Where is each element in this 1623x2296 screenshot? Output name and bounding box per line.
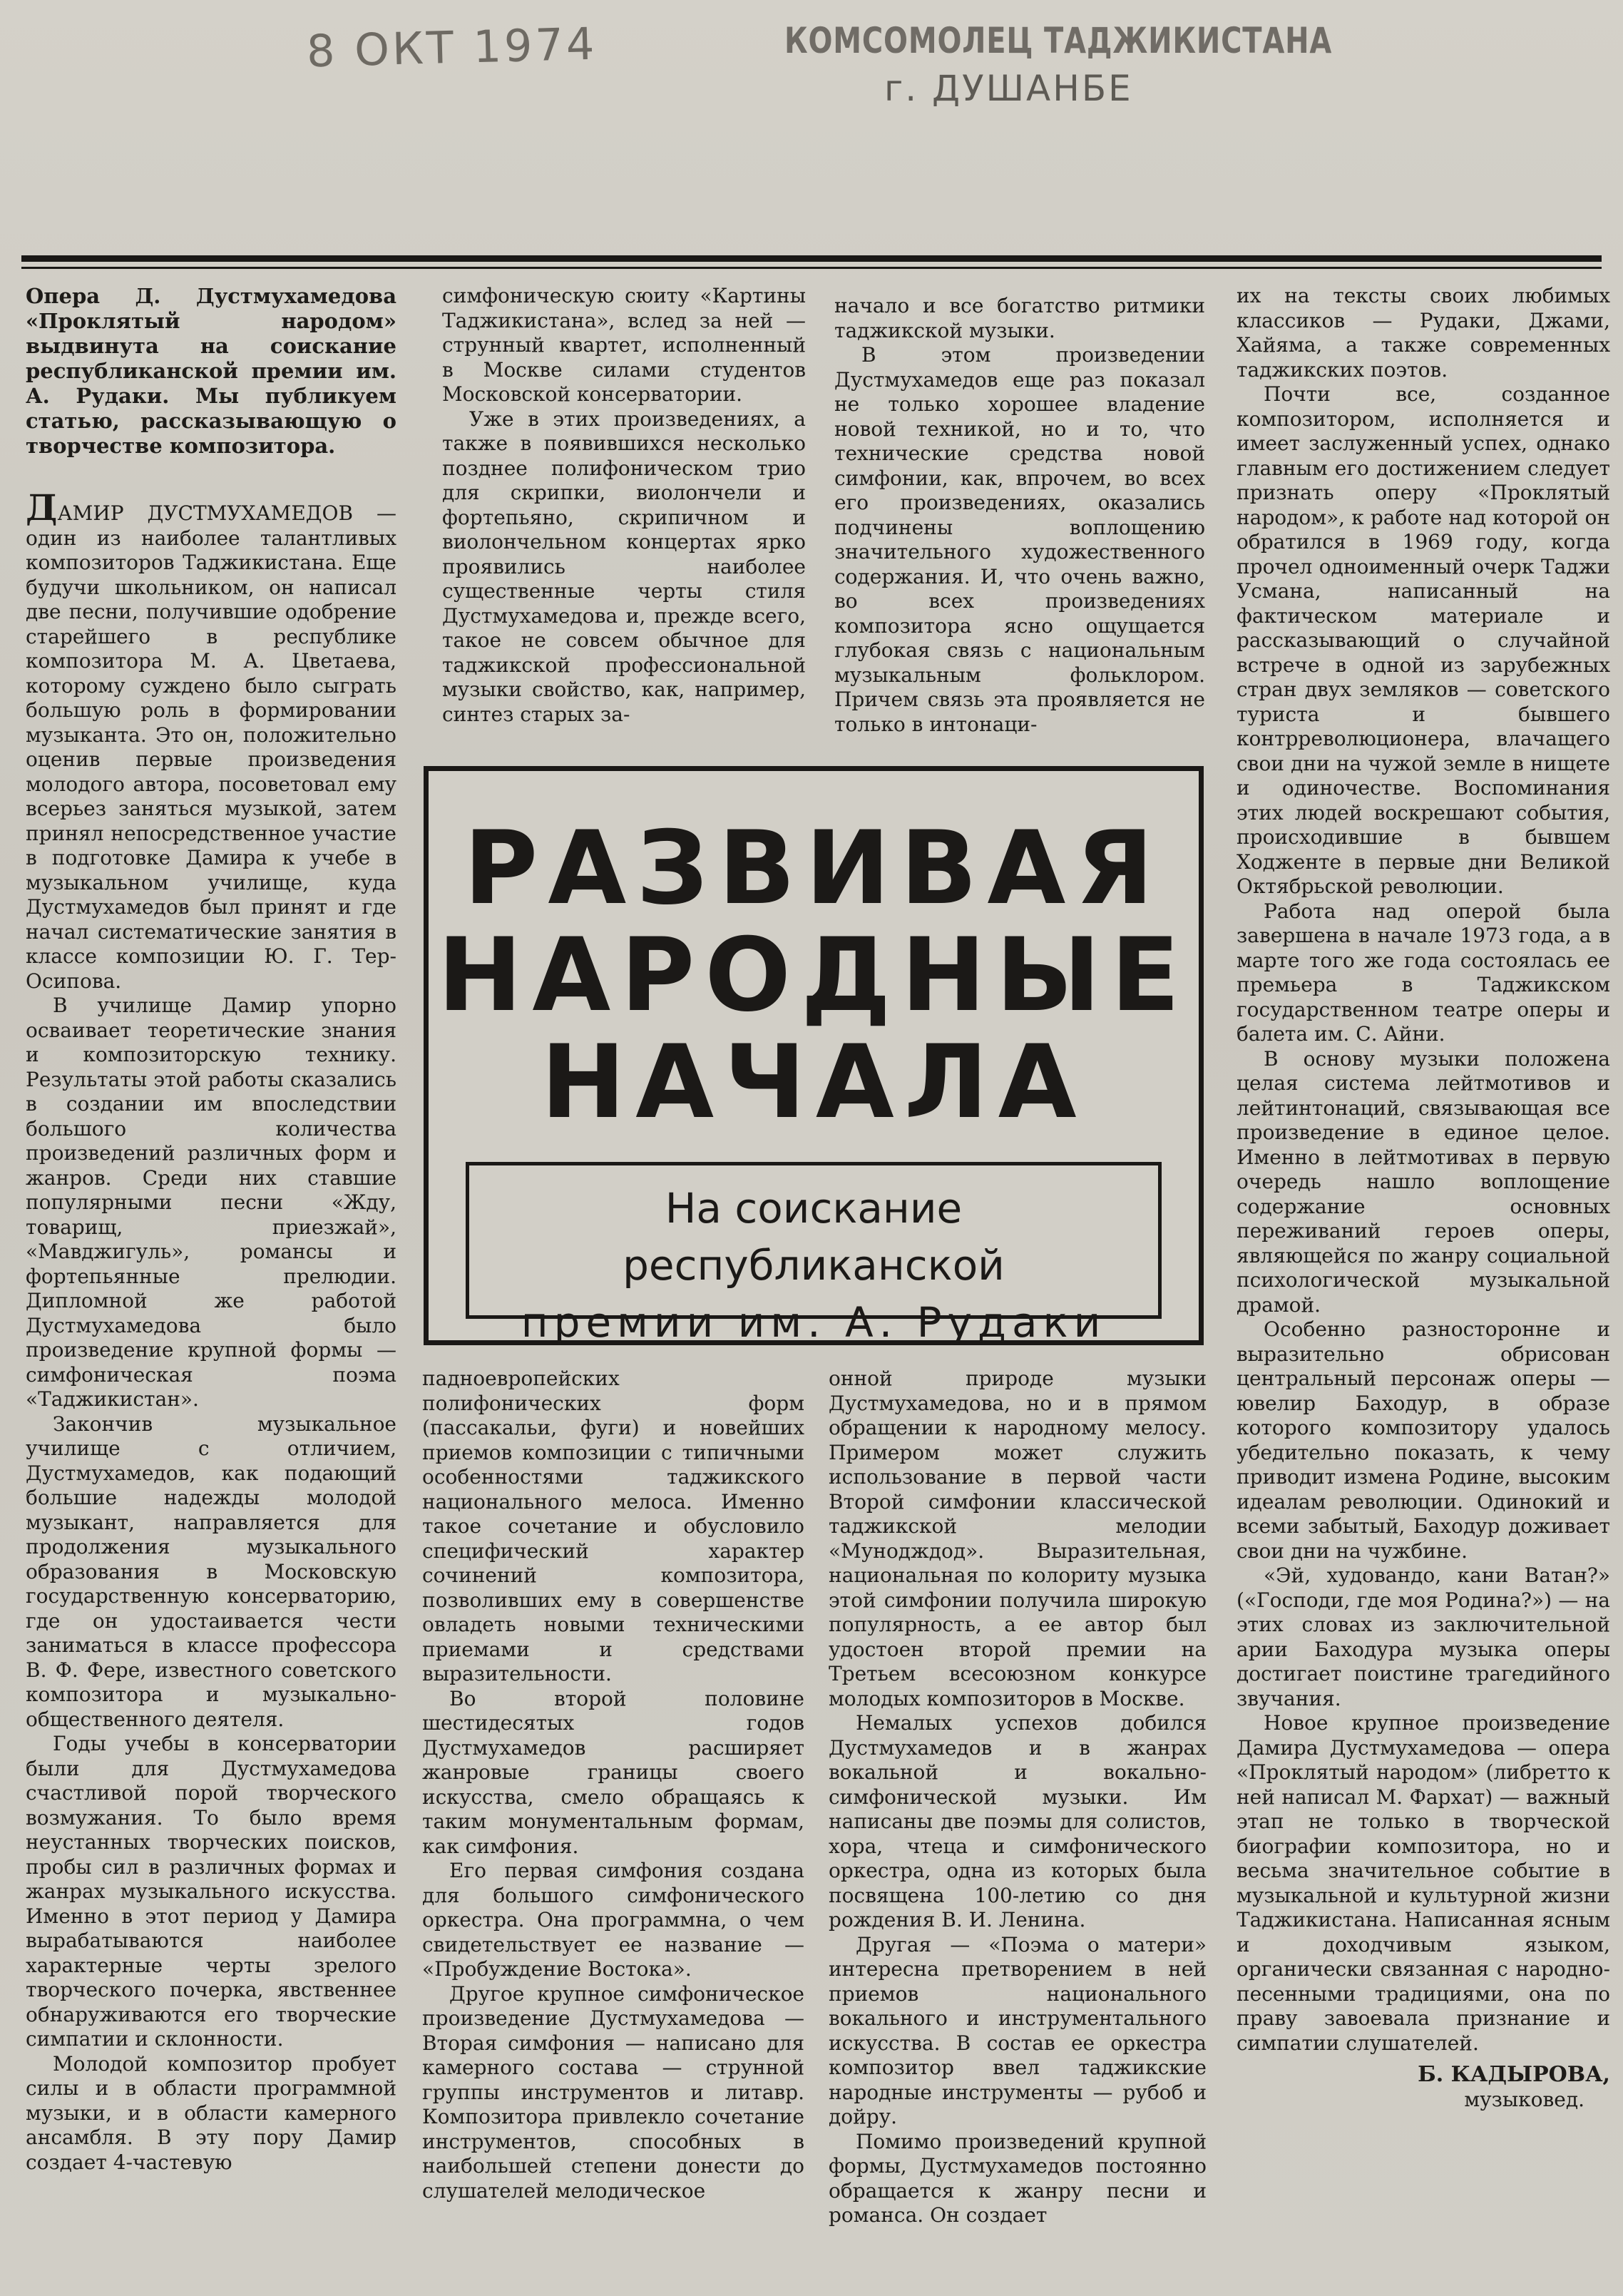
- paragraph: Его первая симфония создана для большого симфонического оркестра. Она программна, о чем свидетельствует ее название — «Пробуждение Востока».: [422, 1859, 804, 1981]
- paragraph: Уже в этих произведениях, а также в появившихся несколько позднее полифоническом трио для скрипки, виолончели и фортепьяно, скрипичном и виолончельном концертах ярко проявились наиболее существенные черты стиля Дустмухамедова и, прежде всего, такое не совсем обычное для таджикской профессиональной музыки свойство, как, например, синтез старых за-: [442, 407, 806, 726]
- column-1: [26, 284, 396, 2274]
- paragraph: их на тексты своих любимых классиков — Рудаки, Джами, Хайяма, а также современных таджикских поэтов.: [1237, 284, 1610, 382]
- paragraph: Другая — «Поэма о матери» интересна претворением в ней приемов национального вокального и инструментального искусства. В состав ее оркестра композитор ввел таджикские народные инструменты — рубоб и дойру.: [829, 1932, 1207, 2128]
- column-2-top: [442, 284, 806, 746]
- paragraph: падноевропейских полифонических форм (пассакальи, фуги) и новейших приемов композиции с типичными особенностями таджикского национального мелоса. Именно такое сочетание и обусловило специфический характер сочинений композитора, позволивших ему в совершенстве овладеть новыми техническими приемами и средствами выразительности.: [422, 1367, 804, 1685]
- paragraph: Другое крупное симфоническое произведение Дустмухамедова — Вторая симфония — написано для камерного состава — струнной группы инструментов и литавр. Композитора привлекло сочетание инструментов, способных в наибольшей степени донести до слушателей мелодическое: [422, 1981, 804, 2203]
- headline-box: [424, 766, 1204, 1345]
- subtitle-box: [466, 1162, 1162, 1347]
- paragraph: онной природе музыки Дустмухамедова, но и в прямом обращении к народному мелосу. Примером может служить использование в первой части Второй симфонии классической таджикской мелодии «Мунодждод». Выразительная, национальная по колориту музыка этой симфонии получила широкую популярность, а ее автор был удостоен второй премии на Третьем всесоюзном конкурсе молодых композиторов в Москве.: [829, 1367, 1207, 1710]
- paragraph: Молодой композитор пробует силы и в области программной музыки, и в области камерного ансамбля. В эту пору Дамир создает 4-частевую: [26, 2051, 396, 2174]
- paragraph-text: АМИР ДУСТМУХАМЕДОВ — один из наиболее талантливых композиторов Таджикистана. Еще будучи школьником, он написал две песни, получившие одобрение старейшего в республике композитора М. А. Цветаева, которому суждено было сыграть большую роль в формировании музыканта. Это он, положительно оценив первые произведения молодого автора, посоветовал ему всерьез заняться музыкой, затем принял непосредственное участие в подготовке Дамира к учебе в музыкальном училище, куда Дустмухамедов был принят и где начал систематические занятия в классе композиции Ю. Г. Тер-Осипова.: [26, 501, 396, 993]
- drop-cap: Д: [26, 486, 58, 529]
- paragraph: Годы учебы в консерватории были для Дустмухамедова счастливой порой творческого возмужания. То было время неустанных творческих поисков, пробы сил в различных формах и жанрах музыкального искусства. Именно в этот период у Дамира вырабатываются наиболее характерные черты зрелого творческого почерка, явственнее обнаруживаются его творческие симпатии и склонности.: [26, 1732, 396, 2051]
- headline-subtitle: [469, 1180, 1158, 1351]
- headline-line: РАЗВИВАЯ: [464, 810, 1164, 927]
- paragraph: начало и все богатство ритмики таджикской музыки.: [834, 294, 1205, 342]
- column-3-bottom: [829, 1367, 1207, 2272]
- paragraph: Работа над оперой была завершена в начале 1973 года, а в марте того же года состоялась ее премьера в Таджикском государственном театре оперы и балета им. С. Айни.: [1237, 899, 1610, 1046]
- paragraph: Немалых успехов добился Дустмухамедов и в жанрах вокальной и вокально-симфонической музыки. Им написаны две поэмы для солистов, хора, чтеца и симфонического оркестра, одна из которых была посвящена 100-летию со дня рождения В. И. Ленина.: [829, 1711, 1207, 1932]
- subtitle-line: премии им. А. Рудаки: [521, 1298, 1107, 1347]
- headline-line: НАРОДНЫЕ: [437, 917, 1190, 1034]
- publication-stamp: КОМСОМОЛЕЦ ТАДЖИКИСТАНА: [784, 20, 1333, 61]
- date-stamp: 8 ОКТ 1974: [306, 17, 598, 78]
- paragraph: Во второй половине шестидесятых годов Дустмухамедов расширяет жанровые границы своего искусства, смело обращаясь к таким монументальным формам, как симфония.: [422, 1686, 804, 1858]
- column-4: [1237, 284, 1610, 2231]
- paragraph: Почти все, созданное композитором, исполняется и имеет заслуженный успех, однако главным его достижением следует признать оперу «Проклятый народом», к работе над которой он обратился в 1969 году, когда прочел одноименный очерк Таджи Усмана, написанный на фактическом материале и рассказывающий о случайной встрече в одной из зарубежных стран двух земляков — советского туриста и бывшего контрреволюционера, влачащего свои дни на чужой земле в нищете и одиночестве. Воспоминания этих людей воскрешают события, происходившие в бывшем Ходженте в первые дни Великой Октябрьской революции.: [1237, 382, 1610, 898]
- top-rule-thin: [21, 267, 1602, 269]
- paragraph: Закончив музыкальное училище с отличием, Дустмухамедов, как подающий большие надежды молодой музыкант, направляется для продолжения музыкального образования в Московскую государственную консерваторию, где он удостаивается чести заниматься в классе профессора В. Ф. Фере, известного советского композитора и музыкально-общественного деятеля.: [26, 1412, 396, 1731]
- paragraph: «Эй, худовандо, кани Ватан?» («Господи, где моя Родина?») — на этих словах из заключительной арии Баходура музыка оперы достигает поистине трагедийного звучания.: [1237, 1563, 1610, 1710]
- paragraph: В этом произведении Дустмухамедов еще раз показал не только хорошее владение новой техникой, но и то, что технические средства новой симфонии, как, впрочем, во всех его произведениях, оказались подчинены воплощению значительного художественного содержания. И, что очень важно, во всех произведениях композитора ясно ощущается глубокая связь с национальным музыкальным фольклором. Причем связь эта проявляется не только в интонаци-: [834, 343, 1205, 736]
- city-stamp: г. ДУШАНБЕ: [884, 68, 1133, 109]
- column-2-bottom: [422, 1367, 804, 2272]
- paragraph: Новое крупное произведение Дамира Дустмухамедова — опера «Проклятый народом» (либретто к ней написал М. Фархат) — важный этап не только в творческой биографии композитора, но и весьма значительное событие в музыкальной и культурной жизни Таджикистана. Написанная ясным и доходчивым языком, органически связанная с народно-песенными традициями, она по праву завоевала признание и симпатии слушателей.: [1237, 1711, 1610, 2055]
- paragraph: В основу музыки положена целая система лейтмотивов и лейтинтонаций, связывающая все произведение в единое целое. Именно в лейтмотивах в первую очередь нашло воплощение содержание основных переживаний героев оперы, являющейся по жанру социальной психологической музыкальной драмой.: [1237, 1046, 1610, 1317]
- author-signature: Б. КАДЫРОВА,: [1418, 2062, 1610, 2087]
- author-role: музыковед.: [1464, 2087, 1584, 2111]
- article-intro: Опера Д. Дустмухамедова «Проклятый народом» выдвинута на соискание республиканской премии им. А. Рудаки. Мы публикуем статью, рассказывающую о творчестве композитора.: [26, 284, 396, 458]
- headline-title: [429, 810, 1199, 1141]
- paragraph: Особенно разносторонне и выразительно обрисован центральный персонаж оперы — ювелир Баходур, в образе которого композитору удалось убедительно показать, к чему приводит измена Родине, высоким идеалам революции. Одинокий и всеми забытый, Баходур доживает свои дни на чужбине.: [1237, 1317, 1610, 1563]
- paragraph: [26, 486, 396, 994]
- paragraph: симфоническую сюиту «Картины Таджикистана», вслед за ней — струнный квартет, исполненный в Москве силами студентов Московской консерватории.: [442, 284, 806, 406]
- subtitle-line: На соискание республиканской: [623, 1184, 1005, 1290]
- paragraph: Помимо произведений крупной формы, Дустмухамедов постоянно обращается к жанру песни и романса. Он создает: [829, 2129, 1207, 2227]
- headline-line: НАЧАЛА: [541, 1024, 1087, 1141]
- top-rule: [21, 255, 1602, 262]
- column-3-top: [834, 294, 1205, 746]
- paragraph: В училище Дамир упорно осваивает теоретические знания и композиторскую технику. Результаты этой работы сказались в создании им впоследствии большого количества произведений различных форм и жанров. Среди них ставшие популярными песни «Жду, товарищ, приезжай», «Мавджигуль», романсы и фортепьянные прелюдии. Дипломной же работой Дустмухамедова было произведение крупной формы — симфоническая поэма «Таджикистан».: [26, 994, 396, 1411]
